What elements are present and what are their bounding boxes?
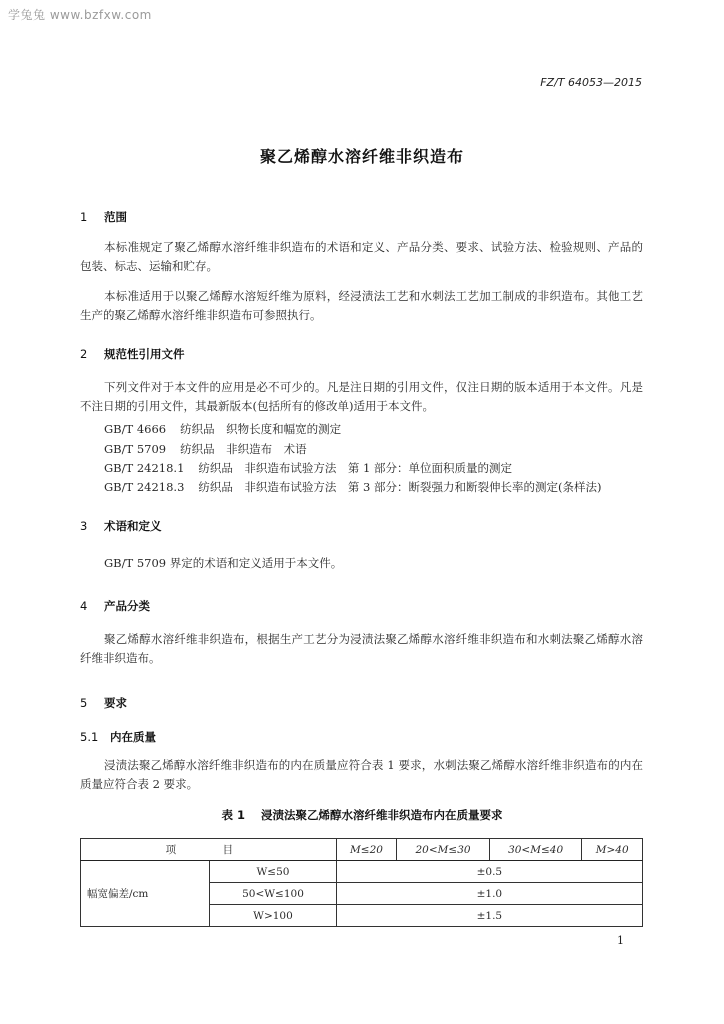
table-row [81,861,643,883]
header-mass-range: 20<M≤30 [397,839,490,861]
tolerance-value: ±0.5 [336,861,642,883]
table-caption [0,807,724,823]
tolerance-value: ±1.0 [336,883,642,905]
section-number: 2 [80,347,88,361]
reference-item [104,421,355,437]
section-1-paragraph-1: 本标准规定了聚乙烯醇水溶纤维非织造布的术语和定义、产品分类、要求、试验方法、检验规则、产品的包装、标志、运输和贮存。 [80,240,643,273]
section-4-paragraph: 聚乙烯醇水溶纤维非织造布，根据生产工艺分为浸渍法聚乙烯醇水溶纤维非织造布和水刺法聚乙烯醇水溶纤维非织造布。 [80,632,643,665]
header-mass-range: M≤20 [336,839,397,861]
reference-code: GB/T 5709 [104,442,167,456]
header-item: 项 目 [81,839,337,861]
section-title: 术语和定义 [104,519,162,533]
section-2-heading [80,346,185,362]
header-mass-range: 30<M≤40 [489,839,582,861]
header-mass-range: M>40 [582,839,643,861]
section-3-paragraph: GB/T 5709 界定的术语和定义适用于本文件。 [104,556,343,570]
subsection-number: 5.1 [80,730,99,744]
section-number: 5 [80,696,88,710]
section-title: 要求 [104,696,127,710]
table-number: 表 1 [221,808,245,822]
width-condition: W>100 [210,905,336,927]
section-number: 1 [80,210,88,224]
table-header-row [81,839,643,861]
quality-table [80,838,643,927]
section-title: 产品分类 [104,599,150,613]
section-5-1-heading [80,729,156,745]
section-title: 范围 [104,210,127,224]
reference-item [104,479,616,495]
section-5-heading [80,695,127,711]
reference-item [104,441,321,457]
table-title: 浸渍法聚乙烯醇水溶纤维非织造布内在质量要求 [261,808,503,822]
section-4-heading [80,598,150,614]
subsection-title: 内在质量 [110,730,156,744]
document-title: 聚乙烯醇水溶纤维非织造布 [259,147,464,166]
reference-title: 纺织品 非织造布试验方法 第 3 部分：断裂强力和断裂伸长率的测定(条样法) [198,480,602,494]
reference-code: GB/T 24218.1 [104,461,185,475]
section-3-heading [80,518,162,534]
reference-title: 纺织品 非织造布 术语 [180,442,307,456]
section-1-paragraph-2: 本标准适用于以聚乙烯醇水溶短纤维为原料，经浸渍法工艺和水刺法工艺加工制成的非织造布。其他工艺生产的聚乙烯醇水溶纤维非织造布可参照执行。 [80,289,643,322]
tolerance-value: ±1.5 [336,905,642,927]
standard-number: FZ/T 64053—2015 [540,76,642,89]
page-number: 1 [617,934,624,947]
reference-item [104,460,526,476]
section-5-1-paragraph: 浸渍法聚乙烯醇水溶纤维非织造布的内在质量应符合表 1 要求，水刺法聚乙烯醇水溶纤维非织造布的内在质量应符合表 2 要求。 [80,758,643,791]
section-2-intro: 下列文件对于本文件的应用是必不可少的。凡是注日期的引用文件，仅注日期的版本适用于本文件。凡是不注日期的引用文件，其最新版本(包括所有的修改单)适用于本文件。 [80,380,643,413]
width-condition: W≤50 [210,861,336,883]
section-number: 4 [80,599,88,613]
section-number: 3 [80,519,88,533]
width-condition: 50<W≤100 [210,883,336,905]
watermark: 学兔兔 www.bzfxw.com [8,8,152,22]
reference-code: GB/T 24218.3 [104,480,185,494]
reference-title: 纺织品 织物长度和幅宽的测定 [180,422,342,436]
section-title: 规范性引用文件 [104,347,185,361]
section-1-heading [80,209,127,225]
reference-title: 纺织品 非织造布试验方法 第 1 部分：单位面积质量的测定 [198,461,513,475]
row-label: 幅宽偏差/cm [81,861,210,927]
reference-code: GB/T 4666 [104,422,167,436]
